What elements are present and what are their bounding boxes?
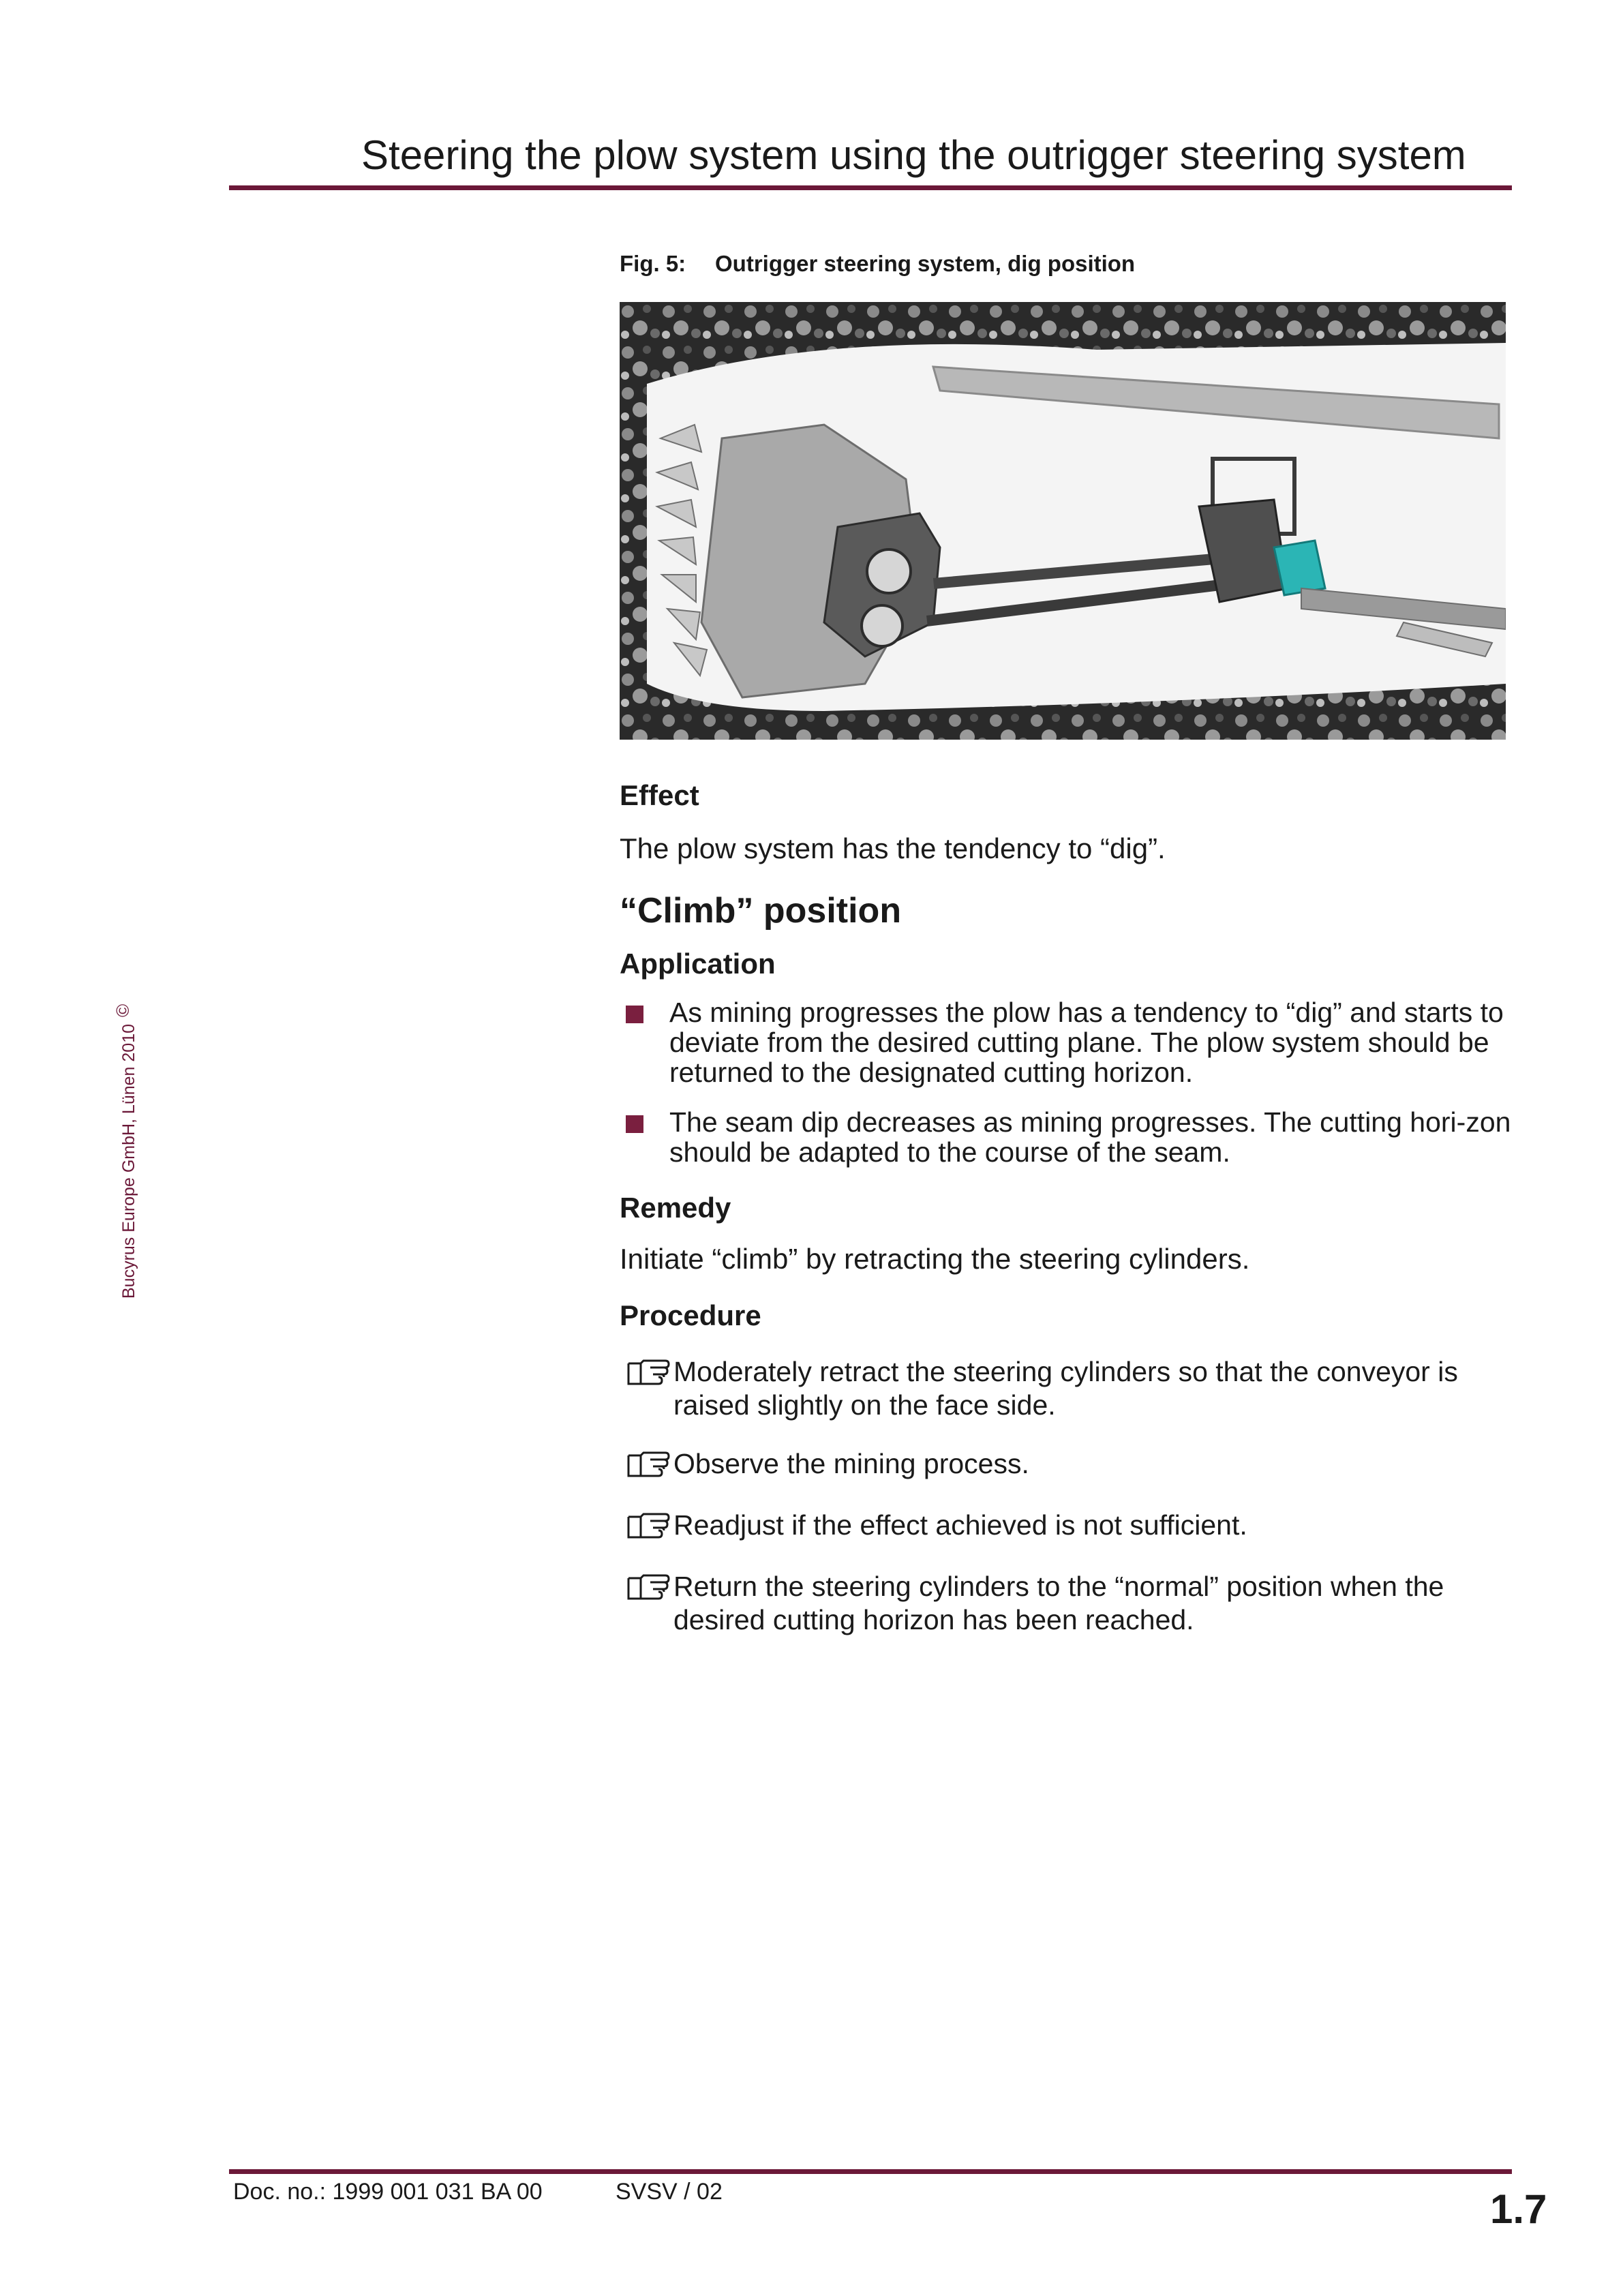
- page-number: 1.7: [1490, 2186, 1547, 2232]
- bullet-text: The seam dip decreases as mining progresses. The cutting hori-zon should be adapted to the course of the seam.: [669, 1106, 1511, 1168]
- footer-version: SVSV / 02: [616, 2179, 723, 2205]
- figure-illustration: [620, 302, 1506, 740]
- effect-heading: Effect: [620, 779, 699, 811]
- header-rule: [229, 185, 1512, 190]
- bullet-square-icon: [626, 1006, 643, 1023]
- pointing-hand-icon: [626, 1510, 671, 1541]
- figure-number: Fig. 5:: [620, 251, 686, 276]
- pointing-hand-icon: [626, 1571, 671, 1603]
- page-title: Steering the plow system using the outrigger steering system: [361, 132, 1466, 178]
- climb-title: “Climb” position: [620, 891, 902, 931]
- pointing-hand-icon: [626, 1449, 671, 1480]
- remedy-heading: Remedy: [620, 1192, 731, 1224]
- procedure-heading: Procedure: [620, 1299, 761, 1331]
- plow-system-illustration: [620, 302, 1506, 740]
- procedure-step-text: Moderately retract the steering cylinders so that the conveyor is raised slightly on the face side.: [673, 1356, 1458, 1421]
- procedure-step-text: Readjust if the effect achieved is not sufficient.: [673, 1509, 1247, 1541]
- copyright-text: Bucyrus Europe GmbH, Lünen 2010: [119, 1023, 138, 1299]
- procedure-step-text: Return the steering cylinders to the “normal” position when the desired cutting horizon has been reached.: [673, 1571, 1444, 1635]
- copyright-symbol: ©: [112, 1003, 133, 1017]
- footer-rule: [229, 2169, 1512, 2174]
- procedure-step-text: Observe the mining process.: [673, 1448, 1029, 1479]
- bullet-square-icon: [626, 1115, 643, 1133]
- remedy-text: Initiate “climb” by retracting the steering cylinders.: [620, 1243, 1250, 1275]
- side-copyright: [112, 1004, 139, 1299]
- footer-doc-number: Doc. no.: 1999 001 031 BA 00: [233, 2179, 543, 2205]
- effect-text: The plow system has the tendency to “dig”.: [620, 832, 1166, 864]
- figure-caption-text: Outrigger steering system, dig position: [715, 251, 1136, 276]
- figure-caption: [620, 251, 1135, 277]
- bullet-text: As mining progresses the plow has a tendency to “dig” and starts to deviate from the desired cutting plane. The plow system should be returned to the designated cutting horizon.: [669, 997, 1504, 1088]
- application-heading: Application: [620, 948, 776, 980]
- pointing-hand-icon: [626, 1357, 671, 1388]
